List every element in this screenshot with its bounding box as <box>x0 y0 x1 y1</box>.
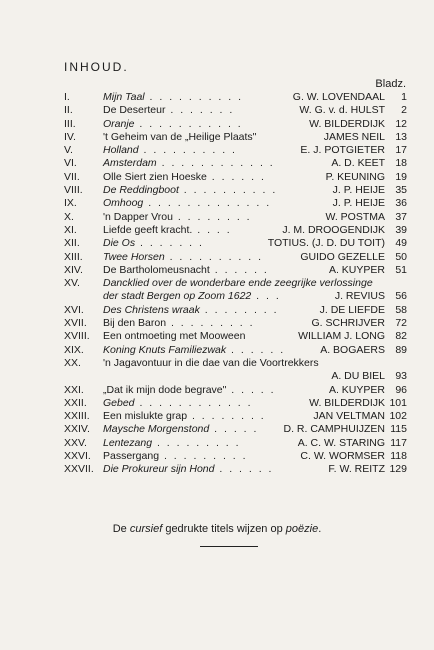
entry-page-number: 51 <box>395 263 407 276</box>
entry-author: G. SCHRIJVER <box>311 317 385 330</box>
entry-title: 'n Jagavontuur in die dae van die Voortrekkers <box>103 356 319 369</box>
entry-author: G. W. LOVENDAAL <box>292 91 385 103</box>
toc-entry <box>64 277 407 290</box>
entry-leader-dots: . . . . . <box>209 423 259 436</box>
entry-number: X. <box>64 210 74 223</box>
entry-page-number: 17 <box>395 144 407 157</box>
entry-title: 't Geheim van de „Heilige Plaats" <box>103 130 257 143</box>
table-of-contents <box>64 91 407 477</box>
entry-author: JAN VELTMAN <box>313 410 385 423</box>
entry-author: WILLIAM J. LONG <box>298 330 385 343</box>
entry-page-number: 89 <box>395 343 407 356</box>
entry-title: Amsterdam <box>103 157 157 170</box>
entry-author: A. KUYPER <box>328 383 385 396</box>
entry-number: XXI. <box>64 383 84 396</box>
entry-number: II. <box>64 104 73 117</box>
entry-number: VI. <box>64 157 77 170</box>
entry-leader-dots: . . . . . . . . <box>199 303 279 316</box>
entry-number: XII. <box>64 237 80 250</box>
entry-number: V. <box>64 144 73 157</box>
entry-title: Gebed <box>103 396 135 409</box>
entry-title: Holland <box>103 144 139 157</box>
entry-author: A. DU BIEL <box>331 370 385 383</box>
footnote <box>0 523 434 535</box>
toc-entry <box>64 317 407 330</box>
entry-author: F. W. REITZ <box>328 463 385 476</box>
entry-number: XI. <box>64 223 77 236</box>
entry-title: Olle Siert zien Hoeske <box>103 170 207 183</box>
toc-entry <box>64 144 407 157</box>
entry-leader-dots: . . . . . . <box>226 343 286 356</box>
toc-entry <box>64 397 407 410</box>
entry-leader-dots: . . . . . . . . . . <box>138 144 237 157</box>
entry-title: Die Os <box>103 237 136 250</box>
entry-number: XXV. <box>64 436 87 449</box>
entry-author: A. KUYPER <box>328 263 385 276</box>
entry-page-number: 18 <box>395 157 407 170</box>
entry-author: J. P. HEIJE <box>332 184 385 197</box>
entry-author: GUIDO GEZELLE <box>300 250 385 263</box>
entry-author: J. M. DROOGENDIJK <box>282 223 385 236</box>
toc-entry <box>64 384 407 397</box>
entry-title: Passergang <box>103 450 160 463</box>
entry-page-number: 37 <box>395 210 407 223</box>
entry-title: Twee Horsen <box>103 250 165 263</box>
toc-entry <box>64 184 407 197</box>
entry-title: der stadt Bergen op Zoom 1622 <box>103 290 252 303</box>
entry-title: Liefde geeft kracht. <box>103 223 193 236</box>
entry-title: Een ontmoeting met Mooween <box>103 330 246 343</box>
entry-leader-dots: . . . . . . . . <box>187 410 266 423</box>
entry-page-number: 82 <box>395 330 407 343</box>
entry-title: De Deserteur <box>103 104 166 117</box>
entry-number: XXVI. <box>64 450 91 463</box>
entry-leader-dots: . . . . <box>192 223 232 236</box>
entry-title: Omhoog <box>103 197 144 210</box>
entry-author: W. BILDERDIJK <box>309 117 385 130</box>
entry-page-number: 35 <box>395 184 407 197</box>
entry-title: Bij den Baron <box>103 317 167 330</box>
toc-entry <box>64 171 407 184</box>
footnote-text-3: . <box>318 523 322 535</box>
entry-leader-dots: . . . . . . . . . . . . . <box>143 197 272 210</box>
entry-author: J. DE LIEFDE <box>319 303 385 316</box>
entry-number: III. <box>64 117 76 130</box>
entry-author: J. P. HEIJE <box>332 197 385 210</box>
entry-number: XXIV. <box>64 423 90 436</box>
entry-page-number: 129 <box>389 463 407 476</box>
entry-number: XIV. <box>64 263 83 276</box>
toc-entry <box>64 197 407 210</box>
entry-title: Des Christens wraak <box>103 303 200 316</box>
entry-page-number: 93 <box>395 370 407 383</box>
entry-author: W. G. v. d. HULST <box>299 104 385 117</box>
entry-title: „Dat ik mijn dode begrave" <box>103 383 227 396</box>
toc-entry <box>64 450 407 463</box>
entry-number: XVIII. <box>64 330 90 343</box>
entry-leader-dots: . . . . . . . <box>135 237 204 250</box>
entry-page-number: 72 <box>395 317 407 330</box>
footnote-text-1: De <box>112 523 130 535</box>
entry-page-number: 96 <box>395 383 407 396</box>
footnote-text-2: gedrukte titels wijzen op <box>162 523 286 535</box>
entry-leader-dots: . . . . . . <box>206 170 266 183</box>
entry-leader-dots: . . . . . . . . . . <box>178 184 278 197</box>
entry-number: VII. <box>64 170 80 183</box>
entry-leader-dots: . . . . . . . . <box>172 210 252 223</box>
entry-author: A. D. KEET <box>331 157 385 170</box>
entry-page-number: 19 <box>395 170 407 183</box>
entry-title: Lentezang <box>103 436 153 449</box>
entry-author: JAMES NEIL <box>323 130 385 143</box>
entry-page-number: 50 <box>395 250 407 263</box>
entry-title: Mijn Taal <box>103 91 145 103</box>
toc-entry <box>64 224 407 237</box>
entry-leader-dots: . . . . . . <box>214 463 274 476</box>
entry-page-number: 101 <box>389 396 407 409</box>
entry-leader-dots: . . . . . . . . . . . . <box>134 396 253 409</box>
entry-page-number: 49 <box>395 237 407 250</box>
entry-title: Maysche Morgenstond <box>103 423 210 436</box>
entry-page-number: 56 <box>395 290 407 303</box>
entry-author: D. R. CAMPHUIJZEN <box>283 423 385 436</box>
entry-author: W. BILDERDIJK <box>309 396 385 409</box>
page-column-label: Bladz. <box>375 78 406 90</box>
toc-entry <box>64 370 407 383</box>
entry-title: De Bartholomeusnacht <box>103 263 210 276</box>
entry-page-number: 117 <box>390 436 407 449</box>
entry-leader-dots: . . . . . . . . . . . . <box>156 157 275 170</box>
toc-entry <box>64 118 407 131</box>
entry-title: Die Prokureur sijn Hond <box>103 463 215 476</box>
entry-leader-dots: . . . . . . <box>209 263 269 276</box>
entry-leader-dots: . . . . . . . . . <box>152 436 241 449</box>
entry-leader-dots: . . . . . . . . . <box>166 317 255 330</box>
entry-number: XX. <box>64 356 81 369</box>
toc-entry <box>64 211 407 224</box>
entry-number: VIII. <box>64 184 83 197</box>
entry-leader-dots: . . . . . <box>226 383 276 396</box>
entry-page-number: 12 <box>395 117 407 130</box>
toc-entry <box>64 290 407 303</box>
entry-leader-dots: . . . . . . . . . . . <box>134 117 243 130</box>
entry-title: Koning Knuts Familiezwak <box>103 343 227 356</box>
toc-entry <box>64 237 407 250</box>
entry-page-number: 58 <box>395 303 407 316</box>
toc-entry <box>64 264 407 277</box>
entry-number: XIII. <box>64 250 83 263</box>
toc-entry <box>64 357 407 370</box>
toc-entry <box>64 304 407 317</box>
entry-number: I. <box>64 91 70 103</box>
toc-entry <box>64 104 407 117</box>
entry-author: A. BOGAERS <box>320 343 385 356</box>
toc-entry <box>64 157 407 170</box>
entry-page-number: 115 <box>390 423 407 436</box>
entry-page-number: 118 <box>390 450 407 463</box>
footnote-italic-1: cursief <box>129 523 163 535</box>
entry-author: C. W. WORMSER <box>300 450 385 463</box>
entry-title: Oranje <box>103 117 135 130</box>
entry-author: W. POSTMA <box>325 210 385 223</box>
entry-number: XXII. <box>64 396 87 409</box>
entry-number: XXIII. <box>64 410 90 423</box>
page-heading: INHOUD. <box>64 60 129 74</box>
toc-entry <box>64 344 407 357</box>
entry-page-number: 36 <box>395 197 407 210</box>
entry-page-number: 2 <box>401 104 407 117</box>
toc-entry <box>64 423 407 436</box>
entry-title: Een mislukte grap <box>103 410 188 423</box>
entry-author: A. C. W. STARING <box>297 436 385 449</box>
footnote-italic-2: poëzie <box>285 523 319 535</box>
toc-entry <box>64 330 407 343</box>
entry-leader-dots: . . . . . . . . . . <box>144 91 243 103</box>
entry-page-number: 13 <box>395 130 407 143</box>
entry-author: TOTIUS. (J. D. DU TOIT) <box>267 237 385 250</box>
entry-number: XXVII. <box>64 463 94 476</box>
entry-number: IX. <box>64 197 77 210</box>
entry-leader-dots: . . . . . . . . . <box>159 450 248 463</box>
entry-leader-dots: . . . . . . . <box>165 104 235 117</box>
toc-entry <box>64 131 407 144</box>
entry-number: XVI. <box>64 303 84 316</box>
entry-leader-dots: . . . <box>251 290 281 303</box>
entry-leader-dots: . . . . . . . . . . <box>164 250 264 263</box>
entry-page-number: 102 <box>389 410 407 423</box>
entry-title: De Reddingboot <box>103 184 179 197</box>
entry-page-number: 1 <box>401 91 407 103</box>
entry-author: J. REVIUS <box>334 290 385 303</box>
entry-title: Dancklied over de wonderbare ende zeegrijke verlossinge <box>103 277 373 290</box>
section-divider <box>200 546 258 547</box>
toc-entry <box>64 410 407 423</box>
toc-entry <box>64 463 407 476</box>
entry-number: XV. <box>64 277 80 290</box>
entry-author: E. J. POTGIETER <box>300 144 385 157</box>
entry-author: P. KEUNING <box>325 170 385 183</box>
toc-entry <box>64 251 407 264</box>
entry-number: XIX. <box>64 343 84 356</box>
entry-number: XVII. <box>64 317 87 330</box>
entry-number: IV. <box>64 130 76 143</box>
toc-entry <box>64 91 407 104</box>
entry-page-number: 39 <box>395 223 407 236</box>
entry-title: 'n Dapper Vrou <box>103 210 173 223</box>
toc-entry <box>64 437 407 450</box>
